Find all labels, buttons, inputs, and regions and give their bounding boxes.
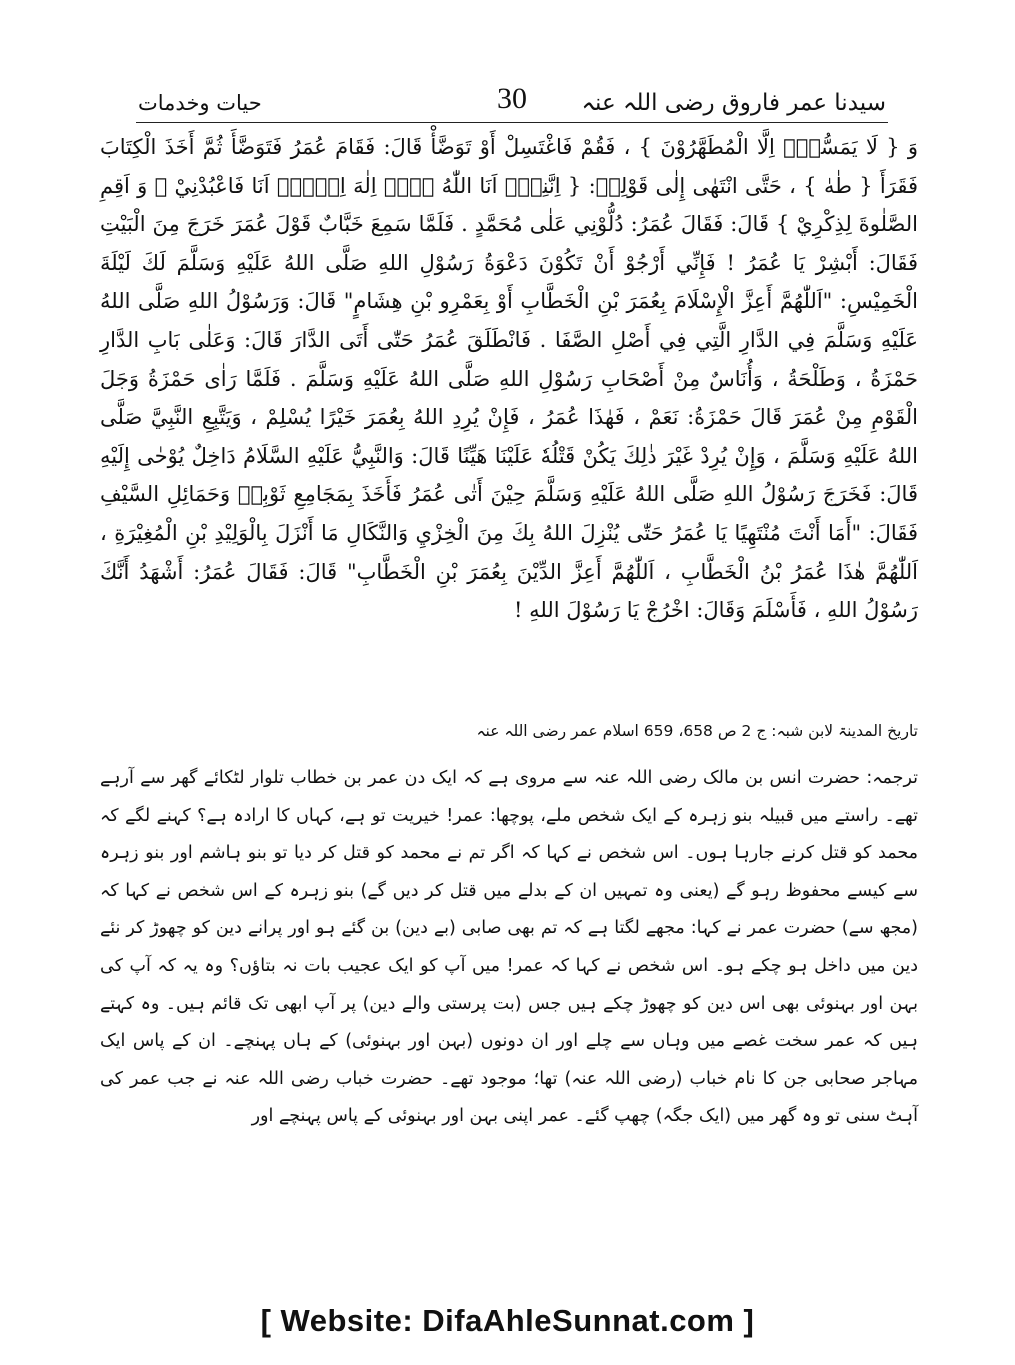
running-title: سیدنا عمر فاروق رضی اللہ عنہ bbox=[581, 90, 886, 116]
reference-citation: تاریخ المدینۃ لابن شبہ: ج 2 ص 658، 659 اسلام عمر رضی اللہ عنہ bbox=[476, 722, 918, 740]
book-title: حیات وخدمات bbox=[138, 91, 262, 115]
header-divider bbox=[136, 122, 888, 123]
translation-paragraph: ترجمہ: حضرت انس بن مالک رضی اللہ عنہ سے مروی ہے کہ ایک دن عمر بن خطاب تلوار لٹکائے گھر سے آرہے تھے۔ راستے میں قبیلہ بنو زہرہ کے ایک شخص ملے، پوچھا: عمر! خیریت تو ہے، کہاں کا ارادہ ہے؟ کہنے لگے کہ محمد کو قتل کرنے جارہا ہوں۔ اس شخص نے کہا کہ اگر تم نے محمد کو قتل کر دیا تو بنو ہاشم اور بنو زہرہ سے کیسے محفوظ رہو گے (یعنی وہ تمہیں ان کے بدلے میں قتل کر دیں گے) بنو زہرہ کے اس شخص نے کہا کہ (مجھ سے) حضرت عمر نے کہا: مجھے لگتا ہے کہ تم بھی صابی (بے دین) بن گئے ہو اور پرانے دین کو چھوڑ کر نئے دین میں داخل ہو چکے ہو۔ اس شخص نے کہا کہ عمر! میں آپ کو ایک عجیب بات نہ بتاؤں؟ وہ یہ کہ آپ کی بہن اور بہنوئی بھی اس دین کو چھوڑ چکے ہیں جس (بت پرستی والے دین) پر آپ ابھی تک قائم ہیں۔ وہ کہتے ہیں کہ عمر سخت غصے میں وہاں سے چلے اور ان دونوں (بہن اور بہنوئی) کے ہاں پہنچے۔ ان کے پاس ایک مہاجر صحابی جن کا نام خباب (رضی اللہ عنہ) تھا؛ موجود تھے۔ حضرت خباب رضی اللہ عنہ نے جب عمر کی آہٹ سنی تو وہ گھر میں (ایک جگہ) چھپ گئے۔ عمر اپنی بہن اور بہنوئی کے پاس پہنچے اور bbox=[100, 768, 918, 1127]
arabic-paragraph: وَ { لَا يَمَسُّهٗۤ اِلَّا الْمُطَهَّرُوْنَ } ، فَقُمْ فَاغْتَسِلْ أَوْ تَوَضَّأْ قَالَ: فَقَامَ عُمَرُ فَتَوَضَّأَ ثُمَّ أَخَذَ الْكِتَابَ فَقَرَأَ { طٰهٰ } ، حَتَّى انْتَهٰى إِلٰى قَوْلِهٖ: { اِنَّنِيْۤ اَنَا اللّٰهُ لَاۤ اِلٰهَ اِلَّاۤ اَنَا فَاعْبُدْنِيْ ۙ وَ اَقِمِ الصَّلٰوةَ لِذِكْرِيْ } قَالَ: فَقَالَ عُمَرُ: دُلُّوْنِي عَلٰى مُحَمَّدٍ . فَلَمَّا سَمِعَ خَبَّابٌ قَوْلَ عُمَرَ خَرَجَ مِنَ الْبَيْتِ فَقَالَ: أَبْشِرْ يَا عُمَرُ ! فَإِنِّي أَرْجُوْ أَنْ تَكُوْنَ دَعْوَةُ رَسُوْلِ اللهِ صَلَّى اللهُ عَلَيْهِ وَسَلَّمَ لَكَ لَيْلَةَ الْخَمِيْسِ: "اَللّٰهُمَّ أَعِزَّ الْإِسْلَامَ بِعُمَرَ بْنِ الْخَطَّابِ أَوْ بِعَمْرِو بْنِ هِشَامٍ" قَالَ: وَرَسُوْلُ اللهِ صَلَّى اللهُ عَلَيْهِ وَسَلَّمَ فِي الدَّارِ الَّتِي فِي أَصْلِ الصَّفَا . فَانْطَلَقَ عُمَرُ حَتّٰى أَتَى الدَّارَ قَالَ: وَعَلٰى بَابِ الدَّارِ حَمْزَةُ ، وَطَلْحَةُ ، وَأُنَاسٌ مِنْ أَصْحَابِ رَسُوْلِ اللهِ صَلَّى اللهُ عَلَيْهِ وَسَلَّمَ . فَلَمَّا رَاٰى حَمْزَةُ وَجَلَ الْقَوْمِ مِنْ عُمَرَ قَالَ حَمْزَةُ: نَعَمْ ، فَهٰذَا عُمَرُ ، فَإِنْ يُرِدِ اللهُ بِعُمَرَ خَيْرًا يُسْلِمْ ، وَيَتَّبِعِ النَّبِيَّ صَلَّى اللهُ عَلَيْهِ وَسَلَّمَ ، وَإِنْ يُرِدْ غَيْرَ ذٰلِكَ يَكُنْ قَتْلُهٗ عَلَيْنَا هَيِّنًا قَالَ: وَالنَّبِيُّ عَلَيْهِ السَّلَامُ دَاخِلٌ يُوْحٰى إِلَيْهِ قَالَ: فَخَرَجَ رَسُوْلُ اللهِ صَلَّى اللهُ عَلَيْهِ وَسَلَّمَ حِيْنَ أَتٰى عُمَرُ فَأَخَذَ بِمَجَامِعِ ثَوْبِهٖ وَحَمَائِلِ السَّيْفِ فَقَالَ: "أَمَا أَنْتَ مُنْتَهِيًا يَا عُمَرُ حَتّٰى يُنْزِلَ اللهُ بِكَ مِنَ الْخِزْيِ وَالنَّكَالِ مَا أَنْزَلَ بِالْوَلِيْدِ بْنِ الْمُغِيْرَةِ ، اَللّٰهُمَّ هٰذَا عُمَرُ بْنُ الْخَطَّابِ ، اَللّٰهُمَّ أَعِزَّ الدِّيْنَ بِعُمَرَ بْنِ الْخَطَّابِ" قَالَ: فَقَالَ عُمَرُ: أَشْهَدُ أَنَّكَ رَسُوْلُ اللهِ ، فَأَسْلَمَ وَقَالَ: اخْرُجْ يَا رَسُوْلَ اللهِ ! bbox=[100, 135, 918, 623]
page-number: 30 bbox=[497, 82, 527, 115]
urdu-translation-block bbox=[100, 760, 918, 1136]
arabic-text-block bbox=[100, 128, 918, 630]
website-footer: [ Website: DifaAhleSunnat.com ] bbox=[260, 1303, 755, 1338]
page-header bbox=[138, 82, 886, 120]
